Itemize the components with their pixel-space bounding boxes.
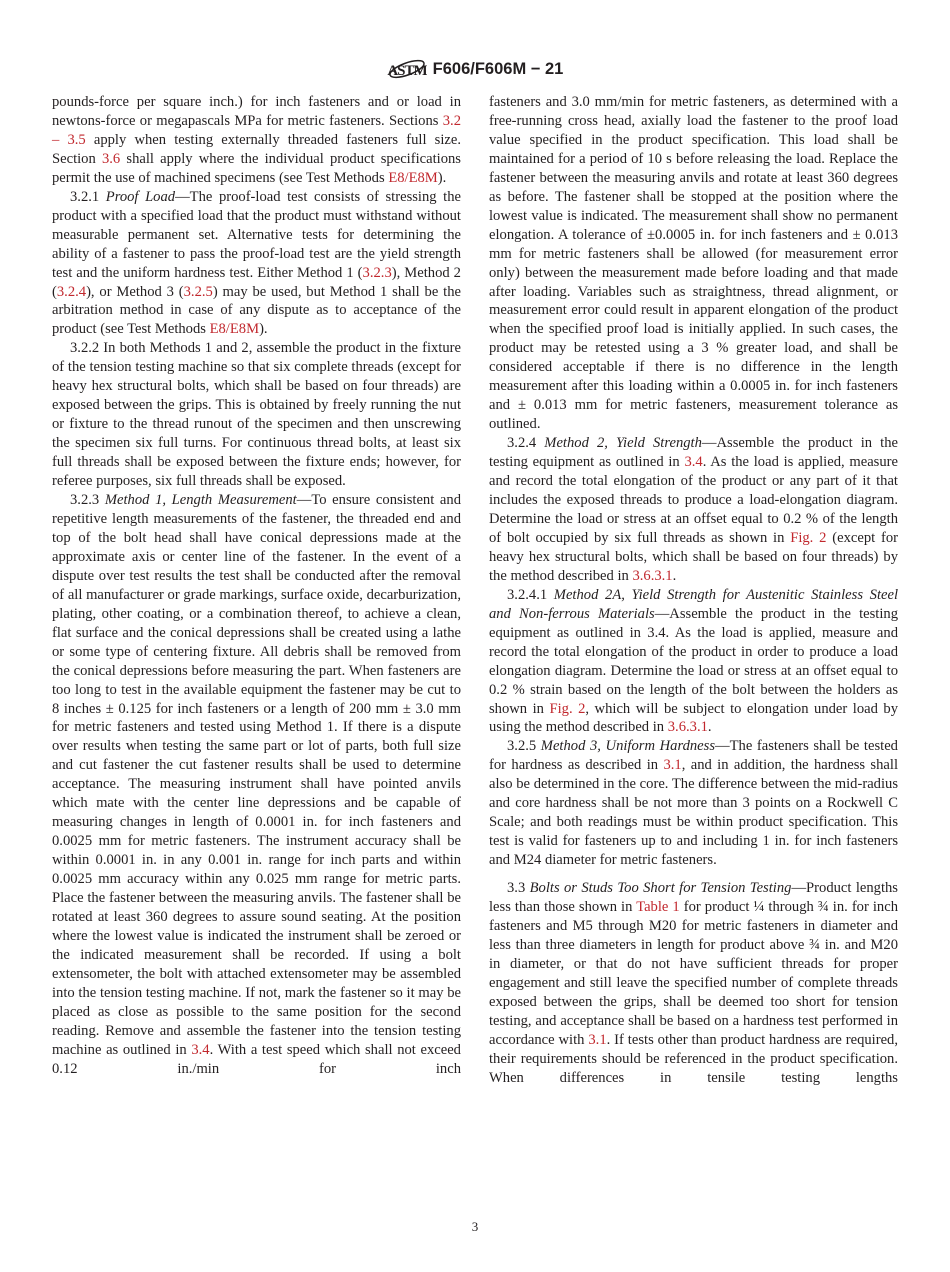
body-text: apply when testing externally threaded fasteners full size. Section [52,131,461,167]
body-text: shall apply where the individual product specifications permit the use of machined specimens (see Test Methods [52,150,461,186]
right-column [489,93,898,1088]
paragraph [489,434,898,586]
cross-reference-link[interactable]: 3.1 [588,1031,607,1048]
body-text: —To ensure consistent and repetitive length measurements of the fastener, the threaded end and top of the bolt head shall have conical depressions made at the approximate axis or center line of the fastener. In the event of a dispute over test results the test shall be conducted after the removal of all manufacturer or grade markings, surface oxide, decarburization, plating, other coating, or a combination thereof, to achieve a clean, flat surface and the conical depressions shall be created using a lathe or some type of centering fixture. All debris shall be removed from the conical depressions before measuring the part. When fasteners are too long to test in the available equipment the fastener may be cut to 8 inches ± 0.125 for inch fasteners or a length of 200 mm ± 3.0 mm for metric fasteners and tested using Method 1. If there is a dispute over results when testing the same part or lot of parts, both full size and cut fastener the cut fastener results shall be used to determine acceptance. The measuring instrument shall have pointed anvils which mate with the center line depressions and be capable of measuring changes in length of 0.0001 in. for inch fasteners and 0.0025 mm for metric fasteners. The instrument accuracy shall be within 0.0001 in. in any 0.001 in. range for inch parts and within 0.0025 mm accuracy within any 0.025 mm range for metric parts. Place the fastener between the measuring anvils. The fastener shall be rotated at least 360 degrees to assure sound seating. At the position where the lowest value is indicated the instrument shall be zeroed or the indicated measurement shall be recorded. If using a bolt extensometer, the bolt with attached extensometer may be assembled into the tension testing machine. If not, mark the fastener so it may be placed as close as possible to the same position for the second reading. Remove and assemble the fastener into the tension testing machine as outlined in [52,492,462,1058]
cross-reference-link[interactable]: Fig. 2 [549,700,586,717]
body-text: —Assemble the product in the testing equipment as outlined in [489,435,898,471]
body-text: ). [259,321,268,338]
paragraph [52,93,461,188]
paragraph [52,339,461,491]
section-heading: Method 2, Yield Strength [544,435,702,452]
left-column [52,93,461,1079]
body-text: . [672,567,677,584]
body-text: 3.2.4.1 [507,586,554,603]
body-text: . [707,719,712,736]
svg-text:ASTM: ASTM [386,63,427,79]
paragraph [489,93,898,434]
cross-reference-link[interactable]: 3.2 – 3.5 [52,112,461,148]
section-heading: Method 3, Uniform Hardness [540,738,716,755]
body-text: (except for heavy hex structural bolts, which shall be based on four threads) by the method described in [489,529,898,584]
astm-logo-icon [387,55,427,83]
cross-reference-link[interactable]: Fig. 2 [790,529,827,546]
section-heading: Method 1, Length Measurement [104,492,297,509]
paragraph [489,737,898,870]
body-text: 3.2.2 In both Methods 1 and 2, assemble the product in the fixture of the tension testing machine so that six complete threads (except for heavy hex structural bolts, which shall be based on four threads) are exposed between the grips. This is obtained by freely running the nut or fixture to the thread runout of the specimen and then unscrewing the specimen six full turns. For continuous thread bolts, at least six full threads shall be exposed between the fixture ends; however, for referee purposes, six full threads shall be exposed. [52,340,461,490]
body-text: —Product lengths less than those shown in [489,880,898,916]
body-text: 3.2.3 [70,492,105,509]
section-heading: Proof Load [105,188,176,205]
body-text: —Assemble the product in the testing equipment as outlined in 3.4. As the load is applied, measure and record the total elongation of the product in order to produce a load elongation diagram. Determine the load or stress at an offset equal to 0.2 % strain based on the length of the bolt between the holders as shown in [489,605,898,717]
paragraph [489,586,898,738]
cross-reference-link[interactable]: 3.6.3.1 [632,567,673,584]
paragraph [489,879,898,1087]
body-text: . If tests other than product hardness are required, their requirements should be referenced in the product specification. When differences in tensile testing lengths [489,1031,899,1086]
cross-reference-link[interactable]: 3.1 [663,757,682,774]
body-text: fasteners and 3.0 mm/min for metric fasteners, as determined with a free-running cross head, axially load the fastener to the proof load value specified in the product specification. This load shall be maintained for a period of 10 s before releasing the load. Replace the fastener between the measuring anvils and rotate at least 360 degrees as before. The fastener shall be stopped at the position where the lowest value is indicated. The measurement shall show no permanent elongation. A tolerance of ±0.0005 in. for inch fasteners and ± 0.013 mm for metric fasteners shall be allowed (for measurement error only) between the measurement made before loading and that made after loading. Variables such as straightness, thread alignment, or measurement error could result in apparent elongation of the product when the specified proof load is initially applied. In such cases, the product may be retested using a 3 % greater load, and shall be considered acceptable if there is no difference in the length measurement after this loading within a 0.0005 in. for inch fasteners and ± 0.013 mm for metric fasteners, measurement tolerance as outlined. [489,94,898,433]
body-text: —The fasteners shall be tested for hardness as described in [489,738,898,774]
body-text: 3.2.1 [70,188,106,205]
cross-reference-link[interactable]: 3.2.3 [362,264,392,281]
document-title: F606/F606M − 21 [432,59,564,78]
section-heading: Bolts or Studs Too Short for Tension Testing [529,880,792,897]
cross-reference-link[interactable]: E8/E8M [209,321,260,338]
body-text: 3.3 [507,880,530,897]
body-text: ). [437,169,447,186]
body-text: 3.2.5 [507,738,541,755]
body-text: . As the load is applied, measure and record the total elongation of the product or any part of it that includes the exposed threads to produce a load-elongation diagram. Determine the load or stress at an offset equal to 0.2 % of the length of bolt occupied by six full threads as shown in [489,454,898,546]
body-text: pounds-force per square inch.) for inch fasteners and or load in newtons-force or megapascals MPa for metric fasteners. Sections [52,94,461,129]
body-text: . With a test speed which shall not exceed 0.12 in./min for inch [52,1041,461,1077]
body-text: ), or Method 3 ( [86,283,184,300]
body-text: 3.2.4 [507,435,545,452]
cross-reference-link[interactable]: Table 1 [636,899,680,916]
paragraph [52,491,461,1079]
page-header [0,55,950,83]
cross-reference-link[interactable]: 3.4 [191,1041,210,1058]
body-text: , and in addition, the hardness shall also be determined in the core. The difference between the mid-radius and core hardness shall be not more than 3 points on a Rockwell C Scale; and both readings must be within product specification. This test is valid for fasteners up to and including 1 in. for inch fasteners and M24 diameter for metric fasteners. [489,757,898,869]
page-number: 3 [471,1219,479,1234]
body-text: for product ¼ through ¾ in. for inch fasteners and M5 through M20 for metric fasteners in diameter and less than three diameters in length for product above ¾ in. and M20 in diameter, or that do not have sufficient threads for proper engagement and still leave the specified number of complete threads exposed between the grips, shall be deemed too short for tension testing, and acceptance shall be based on a hardness test performed in accordance with [489,899,898,1048]
cross-reference-link[interactable]: 3.6.3.1 [667,719,708,736]
cross-reference-link[interactable]: 3.2.4 [56,283,87,300]
body-text: ), Method 2 ( [52,264,461,300]
body-text: , which will be subject to elongation under load by using the method described in [489,700,898,736]
cross-reference-link[interactable]: 3.6 [101,150,121,167]
paragraph [52,188,461,340]
cross-reference-link[interactable]: E8/E8M [388,169,438,186]
section-heading: Method 2A, Yield Strength for Austenitic Stainless Steel and Non-ferrous Materials [489,586,899,622]
cross-reference-link[interactable]: 3.2.5 [183,283,213,300]
body-text: ) may be used, but Method 1 shall be the arbitration method in case of any dispute as to acceptance of the product (see Test Methods [52,283,461,338]
body-text: —The proof-load test consists of stressing the product with a specified load that the product must withstand without measurable permanent set. Alternative tests for determining the ability of a fastener to pass the proof-load test are the yield strength test and the uniform hardness test. Either Method 1 ( [52,188,461,281]
cross-reference-link[interactable]: 3.4 [684,454,703,471]
